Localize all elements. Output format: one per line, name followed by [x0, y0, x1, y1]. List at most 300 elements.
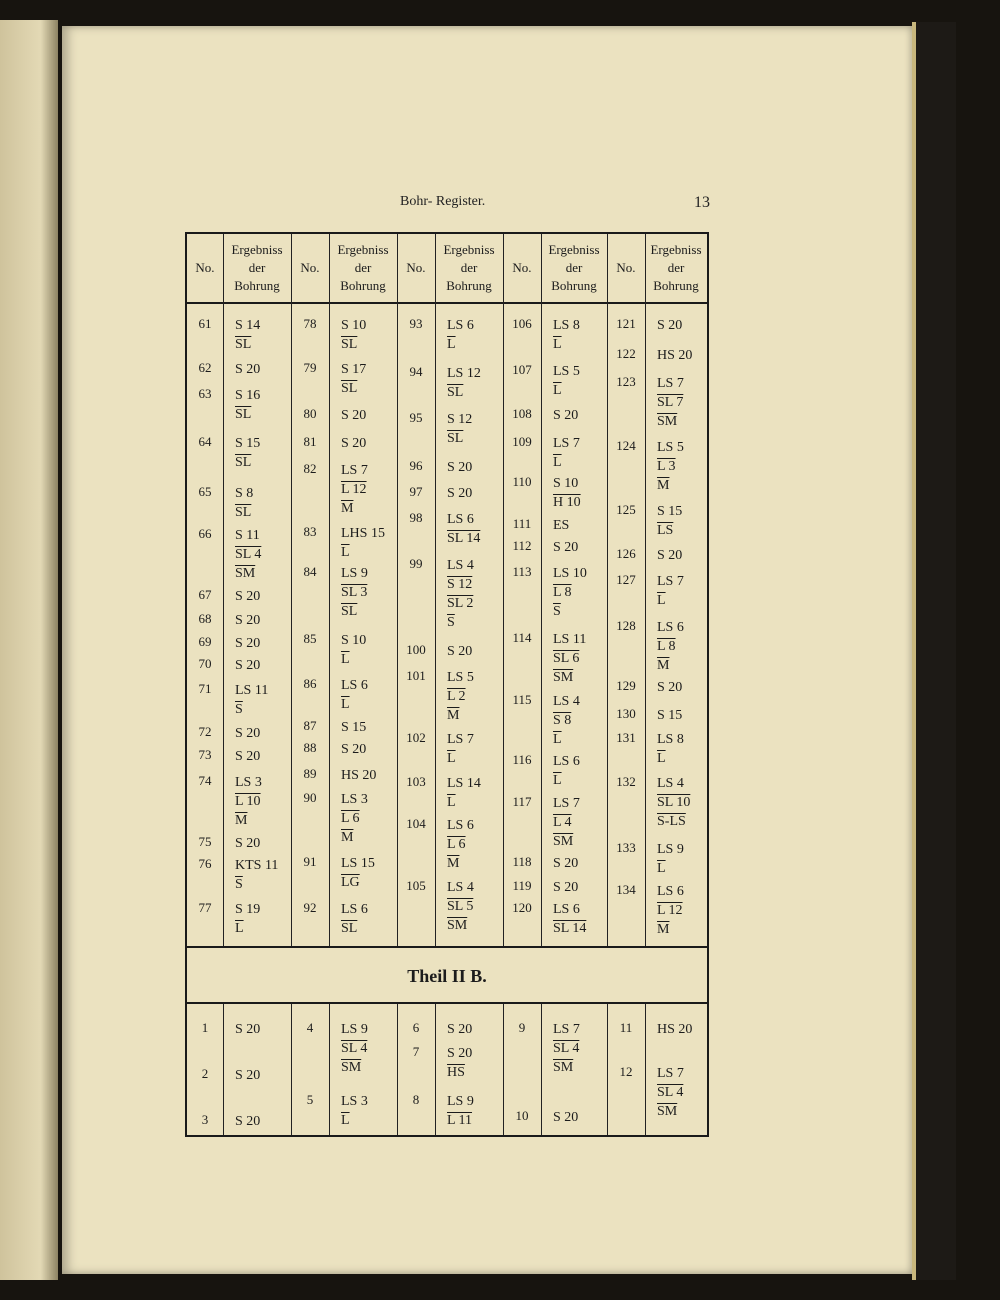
bohr-register-table — [185, 232, 709, 1137]
header-ergebniss: Ergebniss der Bohrung — [337, 242, 389, 293]
theil-a-boring-number: 134 — [616, 882, 636, 897]
theil-a-boring-number: 79 — [303, 360, 317, 375]
result-layer: S 12 — [447, 577, 473, 592]
result-layer: $\overline{S}$ — [553, 604, 561, 619]
result-layer: S 20 — [235, 1114, 261, 1129]
result-layer: $\overline{SM}$ — [657, 414, 678, 429]
result-layer: S 20 — [447, 1046, 473, 1061]
result-layer: HS — [447, 1065, 465, 1080]
result-layer: LS 15 — [341, 856, 375, 871]
result-layer: H 10 — [553, 495, 581, 510]
result-layer: S 20 — [235, 749, 261, 764]
result-layer: S 20 — [553, 856, 579, 871]
theil-a-boring-result — [657, 730, 727, 768]
result-layer: LS 4 — [553, 694, 580, 709]
header-ergebniss: Ergebniss der Bohrung — [548, 242, 600, 293]
result-layer: LS 4 — [657, 776, 684, 791]
theil-b-boring-number: 1 — [201, 1020, 209, 1035]
result-layer: LS 12 — [447, 366, 481, 381]
result-layer: L — [447, 751, 456, 766]
result-layer: $\overline{M}$ — [657, 922, 670, 937]
theil-b-boring-number: 8 — [412, 1092, 420, 1107]
theil-b-boring-result — [447, 1044, 517, 1082]
theil-a-boring-number: 109 — [512, 434, 532, 449]
result-layer: $\overline{SM}$ — [447, 918, 468, 933]
result-layer: HS 20 — [657, 1022, 693, 1037]
theil-a-boring-number: 125 — [616, 502, 636, 517]
result-layer: L 2 — [447, 689, 466, 704]
theil-a-boring-number: 99 — [409, 556, 423, 571]
result-layer: LS 7 — [657, 1066, 684, 1081]
result-layer: S 20 — [235, 613, 261, 628]
header-no: No. — [406, 260, 426, 275]
result-layer: SL 6 — [553, 651, 580, 666]
result-layer: L — [657, 593, 666, 608]
result-layer: SL — [341, 381, 358, 396]
header-no: No. — [512, 260, 532, 275]
theil-a-boring-number: 67 — [198, 587, 212, 602]
theil-a-boring-result — [657, 618, 727, 675]
theil-a-boring-number: 117 — [512, 794, 532, 809]
result-layer: S 20 — [447, 486, 473, 501]
result-layer: L 12 — [657, 903, 683, 918]
header-no: No. — [300, 260, 320, 275]
theil-a-boring-number: 123 — [616, 374, 636, 389]
column-rule — [329, 234, 330, 946]
result-layer: LS 6 — [341, 902, 368, 917]
result-layer: S 20 — [235, 636, 261, 651]
result-layer: LS 4 — [447, 880, 474, 895]
result-layer: S 20 — [235, 726, 261, 741]
theil-a-boring-number: 122 — [616, 346, 636, 361]
theil-a-boring-result — [657, 374, 727, 431]
theil-a-boring-number: 92 — [303, 900, 317, 915]
theil-a-boring-number: 93 — [409, 316, 423, 331]
theil-a-boring-result — [235, 587, 305, 606]
result-layer: SL — [235, 505, 252, 520]
result-layer: S 20 — [553, 408, 579, 423]
theil-a-boring-number: 103 — [406, 774, 426, 789]
result-layer: LS 9 — [341, 566, 368, 581]
result-layer: L — [341, 545, 350, 560]
column-rule — [435, 234, 436, 946]
result-layer: LS 4 — [447, 558, 474, 573]
result-layer: LS 6 — [657, 620, 684, 635]
result-layer: LS 6 — [657, 884, 684, 899]
theil-b-boring-number: 2 — [201, 1066, 209, 1081]
theil-a-boring-number: 127 — [616, 572, 636, 587]
theil-a-boring-number: 80 — [303, 406, 317, 421]
result-layer: L — [235, 921, 244, 936]
result-layer: HS 20 — [341, 768, 377, 783]
theil-b-boring-result — [657, 1064, 727, 1121]
result-layer: SL — [341, 921, 358, 936]
result-layer: L — [341, 1113, 350, 1128]
result-layer: L — [657, 751, 666, 766]
theil-a-boring-number: 65 — [198, 484, 212, 499]
result-layer: SL — [341, 337, 358, 352]
result-layer: S 15 — [657, 504, 683, 519]
theil-a-boring-number: 104 — [406, 816, 426, 831]
theil-a-boring-result — [657, 774, 727, 831]
result-layer: LS 6 — [553, 754, 580, 769]
theil-b-boring-result — [553, 1108, 623, 1127]
theil-a-boring-number: 64 — [198, 434, 212, 449]
result-layer: S 20 — [657, 318, 683, 333]
theil-a-boring-number: 77 — [198, 900, 212, 915]
result-layer: S 20 — [553, 540, 579, 555]
section-divider-top — [187, 946, 707, 948]
result-layer: LS 7 — [553, 796, 580, 811]
result-layer: $\overline{SL}$ — [341, 604, 358, 619]
result-layer: $\overline{M}$ — [235, 813, 248, 828]
result-layer: L 4 — [553, 815, 572, 830]
result-layer: S 15 — [657, 708, 683, 723]
theil-b-boring-number: 9 — [518, 1020, 526, 1035]
theil-b-boring-result — [657, 1020, 727, 1039]
result-layer: S 20 — [235, 1068, 261, 1083]
theil-a-boring-number: 73 — [198, 747, 212, 762]
theil-a-boring-number: 111 — [512, 516, 532, 531]
result-layer: SL 5 — [447, 899, 474, 914]
result-layer: S 10 — [341, 633, 367, 648]
result-layer: SL 4 — [657, 1085, 684, 1100]
result-layer: S 8 — [235, 486, 254, 501]
theil-a-boring-result — [657, 438, 727, 495]
result-layer: LS 7 — [553, 436, 580, 451]
result-layer: LG — [341, 875, 360, 890]
result-layer: LS 7 — [341, 463, 368, 478]
result-layer: S 20 — [553, 880, 579, 895]
theil-a-boring-result — [657, 706, 727, 725]
theil-a-boring-number: 121 — [616, 316, 636, 331]
result-layer: $\overline{S}$ — [447, 615, 455, 630]
result-layer: S 20 — [235, 658, 261, 673]
theil-a-boring-number: 114 — [512, 630, 532, 645]
result-layer: LS 6 — [447, 318, 474, 333]
result-layer: SL 4 — [235, 547, 262, 562]
result-layer: S 10 — [341, 318, 367, 333]
result-layer: S 19 — [235, 902, 261, 917]
theil-a-boring-result — [235, 484, 305, 522]
theil-a-boring-number: 130 — [616, 706, 636, 721]
theil-a-boring-number: 124 — [616, 438, 636, 453]
theil-a-boring-result — [657, 346, 727, 365]
section-title-theil-ii-b: Theil II B. — [407, 966, 487, 986]
theil-a-boring-number: 95 — [409, 410, 423, 425]
result-layer: SL 14 — [553, 921, 587, 936]
theil-a-boring-number: 86 — [303, 676, 317, 691]
theil-a-boring-result — [341, 564, 411, 621]
header-ergebniss: Ergebniss der Bohrung — [650, 242, 702, 293]
theil-a-boring-number: 88 — [303, 740, 317, 755]
result-layer: HS 20 — [657, 348, 693, 363]
result-layer: S 20 — [447, 1022, 473, 1037]
result-layer: LS 7 — [657, 376, 684, 391]
result-layer: S 20 — [235, 1022, 261, 1037]
theil-a-boring-number: 131 — [616, 730, 636, 745]
column-rule — [435, 1004, 436, 1135]
theil-a-boring-result — [553, 854, 623, 873]
result-layer: LS 3 — [235, 775, 262, 790]
theil-a-boring-number: 96 — [409, 458, 423, 473]
theil-a-boring-number: 82 — [303, 461, 317, 476]
result-layer: L — [447, 337, 456, 352]
theil-a-boring-number: 119 — [512, 878, 532, 893]
theil-b-boring-number: 7 — [412, 1044, 420, 1059]
column-rule — [645, 1004, 646, 1135]
left-page-edge — [0, 20, 58, 1280]
result-layer: SL 14 — [447, 531, 481, 546]
page-number: 13 — [694, 194, 710, 211]
theil-a-boring-number: 90 — [303, 790, 317, 805]
result-layer: $\overline{M}$ — [447, 708, 460, 723]
theil-a-boring-number: 78 — [303, 316, 317, 331]
result-layer: SL 7 — [657, 395, 684, 410]
column-rule — [329, 1004, 330, 1135]
result-layer: LS 5 — [447, 670, 474, 685]
result-layer: S 12 — [447, 412, 473, 427]
result-layer: LS 6 — [553, 902, 580, 917]
result-layer: S 20 — [657, 548, 683, 563]
result-layer: LS 3 — [341, 1094, 368, 1109]
theil-a-boring-number: 74 — [198, 773, 212, 788]
theil-a-boring-result — [553, 516, 623, 535]
theil-a-boring-number: 128 — [616, 618, 636, 633]
theil-a-boring-number: 76 — [198, 856, 212, 871]
column-rule — [223, 234, 224, 946]
result-layer: LS 9 — [341, 1022, 368, 1037]
theil-a-boring-number: 85 — [303, 631, 317, 646]
result-layer: LS 6 — [447, 512, 474, 527]
result-layer: SL 4 — [553, 1041, 580, 1056]
theil-a-boring-number: 94 — [409, 364, 423, 379]
result-layer: L — [657, 861, 666, 876]
result-layer: S 20 — [447, 460, 473, 475]
result-layer: LS 10 — [553, 566, 587, 581]
theil-a-boring-result — [341, 434, 411, 453]
result-layer: LS 7 — [657, 574, 684, 589]
theil-a-boring-result — [341, 900, 411, 938]
result-layer: LS — [657, 523, 674, 538]
result-layer: SL — [235, 407, 252, 422]
result-layer: L — [447, 795, 456, 810]
theil-a-boring-number: 132 — [616, 774, 636, 789]
result-layer: $\overline{SM}$ — [553, 670, 574, 685]
result-layer: LS 14 — [447, 776, 481, 791]
result-layer: LS 6 — [447, 818, 474, 833]
theil-a-boring-number: 70 — [198, 656, 212, 671]
theil-b-boring-number: 3 — [201, 1112, 209, 1127]
result-layer: $\overline{M}$ — [447, 856, 460, 871]
result-layer: LS 8 — [657, 732, 684, 747]
theil-a-boring-number: 69 — [198, 634, 212, 649]
result-layer: L 6 — [447, 837, 466, 852]
result-layer: $\overline{L}$ — [553, 732, 562, 747]
result-layer: $\overline{SM}$ — [553, 834, 574, 849]
result-layer: SL 3 — [341, 585, 368, 600]
header-ergebniss: Ergebniss der Bohrung — [443, 242, 495, 293]
result-layer: $\overline{SM}$ — [657, 1104, 678, 1119]
theil-a-boring-number: 98 — [409, 510, 423, 525]
theil-b-boring-number: 10 — [515, 1108, 529, 1123]
theil-a-boring-number: 61 — [198, 316, 212, 331]
result-layer: S 20 — [553, 1110, 579, 1125]
theil-a-boring-number: 75 — [198, 834, 212, 849]
theil-a-boring-number: 83 — [303, 524, 317, 539]
result-layer: L — [341, 697, 350, 712]
section-divider-bottom — [187, 1002, 707, 1004]
result-layer: S 16 — [235, 388, 261, 403]
theil-a-boring-number: 133 — [616, 840, 636, 855]
result-layer: S 11 — [235, 528, 260, 543]
theil-a-boring-number: 118 — [512, 854, 532, 869]
result-layer: L 8 — [553, 585, 572, 600]
result-layer: SL — [447, 385, 464, 400]
result-layer: S 17 — [341, 362, 367, 377]
theil-b-boring-number: 6 — [412, 1020, 420, 1035]
result-layer: $\overline{SM}$ — [235, 566, 256, 581]
result-layer: S-LS — [657, 814, 686, 829]
result-layer: L — [553, 455, 562, 470]
result-layer: LS 6 — [341, 678, 368, 693]
theil-a-boring-result — [657, 678, 727, 697]
result-layer: $\overline{M}$ — [341, 830, 354, 845]
result-layer: LS 5 — [553, 364, 580, 379]
result-layer: L — [553, 337, 562, 352]
theil-a-boring-result — [657, 316, 727, 335]
result-layer: $\overline{M}$ — [657, 478, 670, 493]
theil-a-boring-number: 84 — [303, 564, 317, 579]
result-layer: LHS 15 — [341, 526, 385, 541]
result-layer: ES — [553, 518, 570, 533]
theil-a-boring-number: 87 — [303, 718, 317, 733]
result-layer: SL 2 — [447, 596, 474, 611]
result-layer: S 15 — [235, 436, 261, 451]
column-rule — [541, 234, 542, 946]
result-layer: SL — [447, 431, 464, 446]
theil-a-boring-number: 97 — [409, 484, 423, 499]
result-layer: $\overline{SM}$ — [341, 1060, 362, 1075]
result-layer: S 20 — [235, 836, 261, 851]
theil-a-boring-number: 112 — [512, 538, 532, 553]
theil-a-boring-number: 115 — [512, 692, 532, 707]
running-header: Bohr- Register. — [400, 194, 486, 209]
result-layer: L 3 — [657, 459, 676, 474]
result-layer: S — [235, 702, 243, 717]
theil-b-boring-result — [235, 1112, 305, 1131]
theil-a-boring-number: 108 — [512, 406, 532, 421]
result-layer: SL 10 — [657, 795, 691, 810]
theil-a-boring-number: 62 — [198, 360, 212, 375]
result-layer: LS 3 — [341, 792, 368, 807]
theil-a-boring-number: 89 — [303, 766, 317, 781]
table-header-row — [187, 234, 707, 304]
theil-a-boring-number: 113 — [512, 564, 532, 579]
result-layer: L 11 — [447, 1113, 473, 1128]
book-cover-edge — [912, 22, 956, 1280]
theil-a-boring-number: 106 — [512, 316, 532, 331]
result-layer: LS 9 — [657, 842, 684, 857]
theil-a-boring-number: 91 — [303, 854, 317, 869]
result-layer: LS 7 — [553, 1022, 580, 1037]
theil-a-boring-number: 110 — [512, 474, 532, 489]
theil-a-boring-number: 68 — [198, 611, 212, 626]
result-layer: S 14 — [235, 318, 261, 333]
theil-a-boring-number: 72 — [198, 724, 212, 739]
theil-a-boring-number: 63 — [198, 386, 212, 401]
result-layer: S 20 — [235, 362, 261, 377]
result-layer: LS 7 — [447, 732, 474, 747]
result-layer: LS 11 — [235, 683, 269, 698]
result-layer: SL — [235, 337, 252, 352]
result-layer: L — [553, 383, 562, 398]
theil-b-boring-number: 11 — [619, 1020, 633, 1035]
result-layer: L — [341, 652, 350, 667]
theil-a-boring-number: 81 — [303, 434, 317, 449]
theil-a-boring-number: 66 — [198, 526, 212, 541]
result-layer: LS 5 — [657, 440, 684, 455]
result-layer: L 6 — [341, 811, 360, 826]
result-layer: $\overline{SM}$ — [553, 1060, 574, 1075]
header-no: No. — [195, 260, 215, 275]
result-layer: $\overline{M}$ — [341, 501, 354, 516]
theil-a-boring-number: 126 — [616, 546, 636, 561]
theil-b-boring-number: 4 — [306, 1020, 314, 1035]
result-layer: LS 9 — [447, 1094, 474, 1109]
theil-a-boring-number: 102 — [406, 730, 426, 745]
theil-a-boring-result — [657, 546, 727, 565]
theil-a-boring-result — [657, 572, 727, 610]
theil-a-boring-result — [553, 900, 623, 938]
result-layer: L 8 — [657, 639, 676, 654]
theil-a-boring-result — [657, 882, 727, 939]
result-layer: L 10 — [235, 794, 261, 809]
result-layer: S 20 — [657, 680, 683, 695]
result-layer: LS 11 — [553, 632, 587, 647]
theil-a-boring-number: 105 — [406, 878, 426, 893]
theil-a-boring-result — [657, 502, 727, 540]
result-layer: S — [235, 877, 243, 892]
column-rule — [541, 1004, 542, 1135]
result-layer: KTS 11 — [235, 858, 279, 873]
theil-b-boring-number: 5 — [306, 1092, 314, 1107]
column-rule — [645, 234, 646, 946]
theil-a-boring-result — [235, 656, 305, 675]
header-no: No. — [616, 260, 636, 275]
theil-a-boring-result — [657, 840, 727, 878]
result-layer: S 20 — [341, 742, 367, 757]
result-layer: S 8 — [553, 713, 572, 728]
column-rule — [223, 1004, 224, 1135]
theil-b-boring-result — [235, 1066, 305, 1085]
header-ergebniss: Ergebniss der Bohrung — [231, 242, 283, 293]
theil-a-boring-result — [553, 406, 623, 425]
theil-a-boring-number: 107 — [512, 362, 532, 377]
theil-a-boring-number: 116 — [512, 752, 532, 767]
result-layer: L 12 — [341, 482, 367, 497]
result-layer: SL 4 — [341, 1041, 368, 1056]
theil-a-boring-result — [235, 611, 305, 630]
theil-a-boring-number: 101 — [406, 668, 426, 683]
result-layer: LS 8 — [553, 318, 580, 333]
theil-b-boring-number: 12 — [619, 1064, 633, 1079]
result-layer: S 15 — [341, 720, 367, 735]
theil-a-boring-number: 120 — [512, 900, 532, 915]
result-layer: $\overline{M}$ — [657, 658, 670, 673]
result-layer: S 20 — [447, 644, 473, 659]
result-layer: S 20 — [341, 436, 367, 451]
